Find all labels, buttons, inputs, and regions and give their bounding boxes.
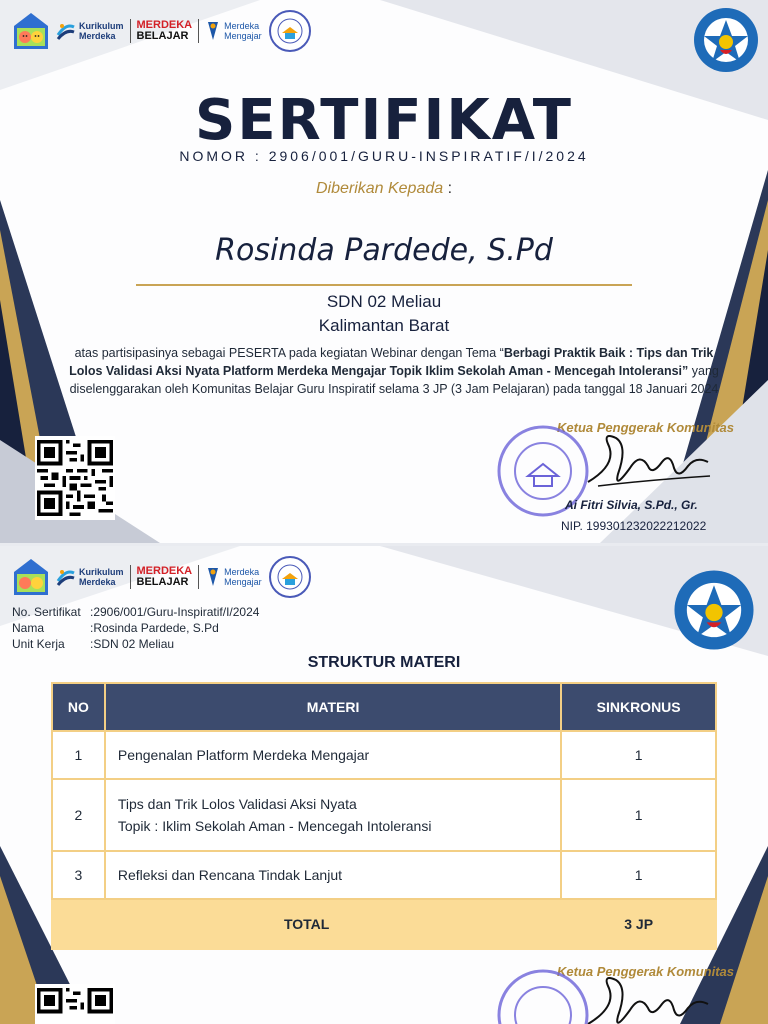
table-row [52,851,716,899]
given-to-text: Diberikan Kepada [315,180,444,197]
kurikulum-merdeka-logo [56,567,124,587]
logo-bar [12,9,312,53]
merdeka-belajar-line1: MERDEKA [136,565,193,577]
merdeka-mengajar-line1: Merdeka [224,567,260,577]
komunitas-logo-icon [268,9,312,53]
materi-line: Refleksi dan Rencana Tindak Lanjut [117,867,343,883]
house-logo-icon [12,557,50,597]
header-materi: MATERI [105,683,561,731]
signatory-name: Ai Fitri Silvia, S.Pd., Gr. [565,498,698,512]
row-no: 3 [52,851,105,899]
merdeka-mengajar-logo [205,566,262,588]
row-materi [105,731,561,779]
materi-structure-page [0,546,768,1024]
materi-line: Pengenalan Platform Merdeka Mengajar [117,747,370,763]
signatory-nip: NIP. 199301232022212022 [561,519,707,533]
house-logo-icon [12,11,50,51]
merdeka-text: Merdeka [79,577,116,587]
merdeka-mengajar-icon [205,20,221,42]
table-total-row [52,899,716,949]
meta-value: :2906/001/Guru-Inspiratif/I/2024 [90,605,260,619]
desc-outro: yang diselenggarakan oleh Komunitas Belajar Guru Inspiratif selama 3 JP (3 Jam Pelajaran) pada tanggal 18 Januari 2024 [69,364,719,396]
row-materi [105,779,561,851]
row-sinkronus: 1 [561,779,716,851]
table-row [52,779,716,851]
merdeka-mengajar-line2: Mengajar [224,31,262,41]
merdeka-belajar-line1: MERDEKA [136,19,193,31]
meta-value: :Rosinda Pardede, S.Pd [90,621,219,635]
certificate-title: SERTIFIKAT [195,88,573,153]
merdeka-text: Merdeka [79,31,116,41]
logo-separator [130,565,131,589]
total-label: TOTAL [52,899,561,949]
kurikulum-text: Kurikulum [79,567,124,577]
materi-line: Topik : Iklim Sekolah Aman - Mencegah Intoleransi [117,818,432,834]
logo-separator [198,565,199,589]
logo-bar [12,555,312,599]
merdeka-belajar-line2: BELAJAR [136,30,189,42]
signatory-role: Ketua Penggerak Komunitas [557,420,734,435]
merdeka-belajar-line2: BELAJAR [136,576,189,588]
name-underline [136,284,632,286]
table-header-row [52,683,716,731]
merdeka-mengajar-logo [205,20,262,42]
meta-label: No. Sertifikat [12,605,81,619]
stamp-icon [496,968,590,1024]
row-no: 2 [52,779,105,851]
meta-row [12,636,259,652]
tut-wuri-handayani-icon [692,6,760,74]
desc-intro: atas partisipasinya sebagai PESERTA pada kegiatan Webinar dengan Tema “ [74,346,504,360]
kurikulum-text: Kurikulum [79,21,124,31]
meta-value: :SDN 02 Meliau [90,637,175,651]
merdeka-belajar-logo [137,20,193,42]
total-value: 3 JP [561,899,716,949]
merdeka-mengajar-icon [205,566,221,588]
tut-wuri-handayani-icon [672,568,756,652]
signature-icon [578,424,718,494]
given-to-colon: : [443,180,453,197]
section-title: STRUKTUR MATERI [307,654,461,671]
qr-code-icon [35,436,115,520]
row-sinkronus: 1 [561,851,716,899]
kurikulum-merdeka-logo [56,21,124,41]
merdeka-mengajar-line2: Mengajar [224,577,262,587]
recipient-name: Rosinda Pardede, S.Pd [215,233,553,268]
certificate-number: NOMOR : 2906/001/GURU-INSPIRATIF/I/2024 [179,148,589,164]
meta-label: Unit Kerja [12,637,65,651]
meta-label: Nama [12,621,45,635]
signatory-role: Ketua Penggerak Komunitas [557,964,734,979]
kurikulum-merdeka-icon [56,567,76,587]
row-no: 1 [52,731,105,779]
header-no: NO [52,683,105,731]
merdeka-mengajar-line1: Merdeka [224,21,260,31]
meta-row [12,620,259,636]
logo-separator [130,19,131,43]
row-sinkronus: 1 [561,731,716,779]
kurikulum-merdeka-icon [56,21,76,41]
table-row [52,731,716,779]
materi-table [51,682,717,950]
desc-theme: Berbagi Praktik Baik : Tips dan Trik Lolos Validasi Aksi Nyata Platform Merdeka Mengajar Topik Iklim Sekolah Aman - Mencegah Intoleransi” [69,346,714,378]
logo-separator [198,19,199,43]
signature-icon [578,966,718,1024]
meta-row [12,604,259,620]
komunitas-logo-icon [268,555,312,599]
row-materi [105,851,561,899]
recipient-province: Kalimantan Barat [318,316,450,335]
qr-code-icon [35,984,115,1024]
recipient-school: SDN 02 Meliau [326,292,442,311]
certificate-meta [12,604,259,652]
header-sinkronus: SINKRONUS [561,683,716,731]
materi-line: Tips dan Trik Lolos Validasi Aksi Nyata [117,796,357,812]
certificate-description [58,344,730,398]
given-to-label [0,180,768,198]
merdeka-belajar-logo [137,566,193,588]
